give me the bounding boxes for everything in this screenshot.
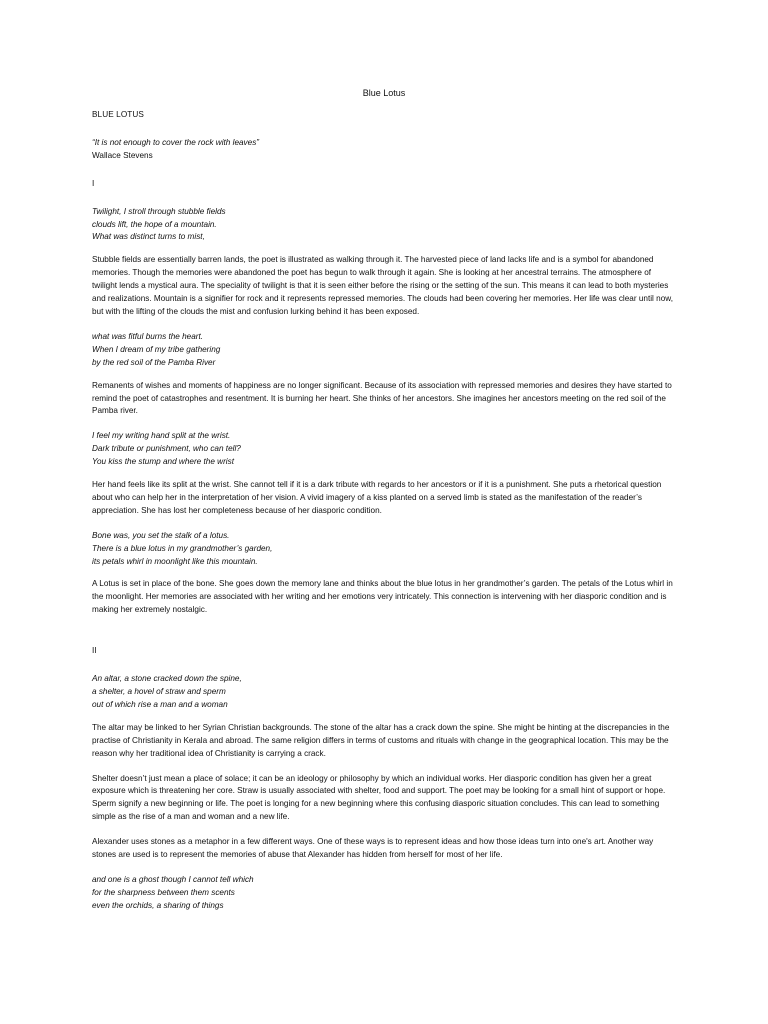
- poem-stanza: [92, 530, 677, 569]
- poem-line: by the red soil of the Pamba River: [92, 357, 216, 367]
- poem-line: There is a blue lotus in my grandmother’s garden,: [92, 543, 273, 553]
- epigraph: “It is not enough to cover the rock with leaves”: [92, 137, 260, 147]
- poem-stanza: [92, 331, 677, 370]
- document-heading: BLUE LOTUS: [92, 110, 144, 119]
- poem-line: What was distinct turns to mist,: [92, 232, 205, 242]
- poem-line: Dark tribute or punishment, who can tell?: [92, 444, 241, 454]
- poem-line: Twilight, I stroll through stubble fields: [92, 206, 226, 216]
- commentary-paragraph: Stubble fields are essentially barren lands, the poet is illustrated as walking through it. The harvested piece of land lacks life and is a symbol for abandoned memories. Though the memories were abandoned the poet has begun to walk through it again. She is looking at her ancestral terrains. The atmosphere of twilight lends a mystical aura. The speciality of twilight is that it is seen either before the rising or the setting of the sun. This means it can lead to both mysteries and realizations. Mountain is a signifier for rock and it represents repressed memories. The clouds had been covering her memories. Her life was clear until now, but with the lifting of the clouds the mist and confusion lurking behind it has been exposed.: [92, 255, 673, 316]
- poem-line: clouds lift, the hope of a mountain.: [92, 219, 217, 229]
- poem-line: I feel my writing hand split at the wrist.: [92, 431, 231, 441]
- poem-stanza: [92, 673, 677, 712]
- poem-line: When I dream of my tribe gathering: [92, 344, 221, 354]
- poem-line: out of which rise a man and a woman: [92, 699, 228, 709]
- commentary-paragraph: The altar may be linked to her Syrian Christian backgrounds. The stone of the altar has a crack down the spine. She might be hinting at the discrepancies in the practise of Christianity in Kerala and abroad. The same religion differs in terms of customs and rituals with change in the geographical location. This may be the reason why her traditional idea of Christianity is carrying a crack.: [92, 722, 670, 758]
- poem-line: You kiss the stump and where the wrist: [92, 457, 234, 467]
- commentary-paragraph: Her hand feels like its split at the wrist. She cannot tell if it is a dark tribute with regards to her ancestors or if it is a punishment. She puts a rhetorical question about who can help her in the interpretation of her vision. A vivid imagery of a kiss planted on a served limb is stated as the manifestation of the reader’s appreciation. She has lost her completeness because of her diasporic condition.: [92, 480, 662, 515]
- poem-line: Bone was, you set the stalk of a lotus.: [92, 530, 230, 540]
- poem-line: and one is a ghost though I cannot tell which: [92, 874, 254, 884]
- section-number-one: I: [92, 178, 95, 188]
- commentary-paragraph: Alexander uses stones as a metaphor in a few different ways. One of these ways is to represent ideas and how those ideas turn into one's art. Another way stones are used is to represent the memories of abuse that Alexander has hidden from herself for most of her life.: [92, 837, 654, 860]
- document-body: [92, 109, 677, 923]
- section-spacer: [92, 629, 677, 645]
- poem-line: what was fitful burns the heart.: [92, 331, 204, 341]
- poem-stanza: [92, 430, 677, 469]
- poem-line: its petals whirl in moonlight like this mountain.: [92, 556, 258, 566]
- poem-stanza: [92, 206, 677, 245]
- page-header-title: Blue Lotus: [362, 88, 406, 98]
- poem-line: An altar, a stone cracked down the spine,: [92, 674, 242, 684]
- commentary-paragraph: Remanents of wishes and moments of happiness are no longer significant. Because of its association with repressed memories and desires they have started to remind the poet of catastrophes and resentment. It is burning her heart. She thinks of her ancestors. She imagines her ancestors meeting on the red soil of the Pamba river.: [92, 380, 672, 416]
- poem-line: for the sharpness between them scents: [92, 887, 235, 897]
- commentary-paragraph: A Lotus is set in place of the bone. She goes down the memory lane and thinks about the blue lotus in her grandmother’s garden. The petals of the Lotus whirl in the moonlight. Her memories are associated with her writing and her emotions very intricately. This connection is intervening with her diasporic condition and is making her extremely nostalgic.: [92, 579, 673, 615]
- poem-line: even the orchids, a sharing of things: [92, 900, 224, 910]
- poem-stanza: [92, 874, 677, 913]
- epigraph-attribution: Wallace Stevens: [92, 150, 153, 160]
- commentary-paragraph: Shelter doesn’t just mean a place of solace; it can be an ideology or philosophy by which an individual works. Her diasporic condition has given her a great exposure which is threatening her core. Straw is usually associated with shelter, food and support. The poet may be looking for a small hint of support or hope. Sperm signify a new beginning or life. The poet is longing for a new beginning where this confusing diasporic situation concludes. This can lead to something simple as the rise of a man and woman and a new life.: [92, 773, 666, 822]
- section-number-two: II: [92, 646, 97, 656]
- poem-line: a shelter, a hovel of straw and sperm: [92, 687, 226, 696]
